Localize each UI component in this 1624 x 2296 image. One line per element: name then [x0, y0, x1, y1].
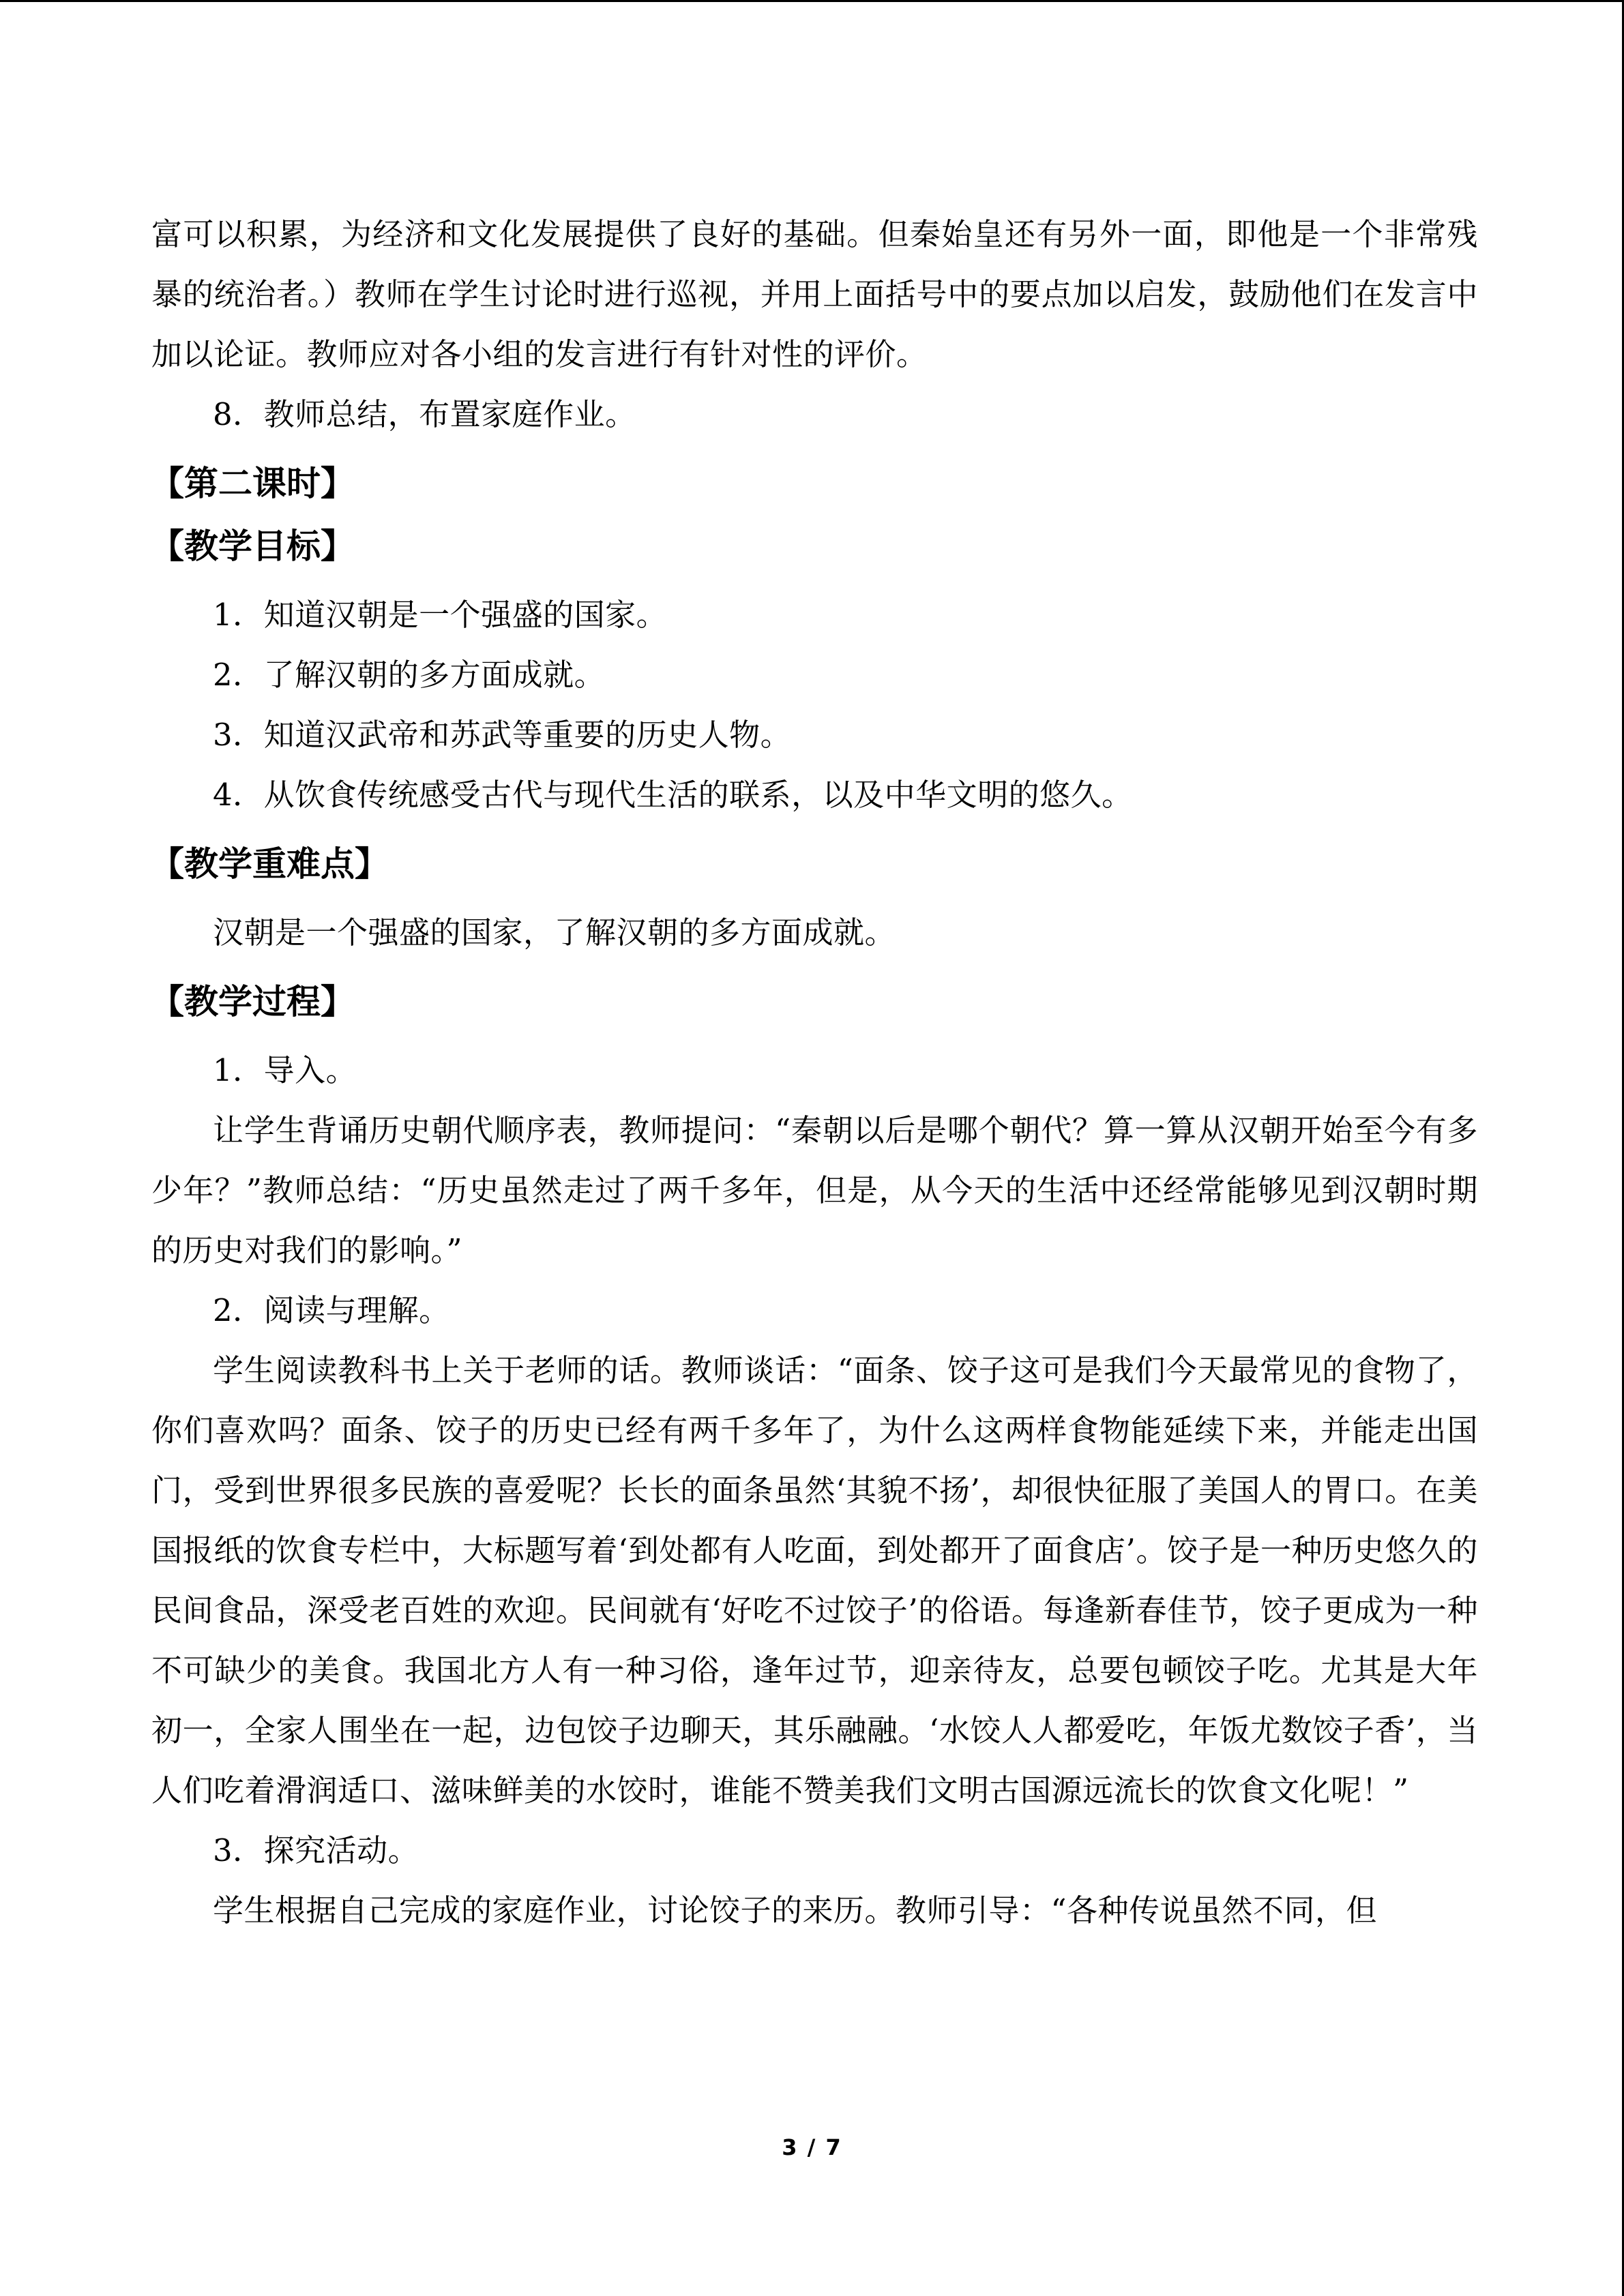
page-number: 3 / 7	[782, 2134, 842, 2160]
objective-item: 4．从饮食传统感受古代与现代生活的联系，以及中华文明的悠久。	[213, 777, 1133, 813]
objective-item: 1．知道汉朝是一个强盛的国家。	[213, 597, 668, 633]
objective-item: 2．了解汉朝的多方面成就。	[213, 657, 606, 693]
process-heading: 【教学过程】	[150, 982, 355, 1022]
continued-paragraph: 富可以积累，为经济和文化发展提供了良好的基础。但秦始皇还有另外一面，即他是一个非常残暴的统治者。）教师在学生讨论时进行巡视，并用上面括号中的要点加以启发，鼓励他们在发言中加以论证。教师应对各小组的发言进行有针对性的评价。	[151, 216, 1478, 372]
process-paragraph: 让学生背诵历史朝代顺序表，教师提问：“秦朝以后是哪个朝代？算一算从汉朝开始至今有多少年？”教师总结：“历史虽然走过了两千多年，但是，从今天的生活中还经常能够见到汉朝时期的历史对我们的影响。”	[151, 1112, 1478, 1268]
page-border-top	[0, 0, 1624, 2]
process-step-title: 1．导入。	[213, 1052, 357, 1088]
page-content	[151, 205, 1478, 1941]
keypoints-text: 汉朝是一个强盛的国家，了解汉朝的多方面成就。	[213, 914, 896, 951]
process-step-title: 3．探究活动。	[213, 1832, 419, 1868]
process-step-title: 2．阅读与理解。	[213, 1292, 450, 1328]
objectives-heading: 【教学目标】	[150, 526, 355, 566]
lesson-title: 【第二课时】	[150, 464, 355, 503]
process-paragraph: 学生阅读教科书上关于老师的话。教师谈话：“面条、饺子这可是我们今天最常见的食物了，你们喜欢吗？面条、饺子的历史已经有两千多年了，为什么这两样食物能延续下来，并能走出国门，受到世界很多民族的喜爱呢？长长的面条虽然‘其貌不扬’，却很快征服了美国人的胃口。在美国报纸的饮食专栏中，大标题写着‘到处都有人吃面，到处都开了面食店’。饺子是一种历史悠久的民间食品，深受老百姓的欢迎。民间就有‘好吃不过饺子’的俗语。每逢新春佳节，饺子更成为一种不可缺少的美食。我国北方人有一种习俗，逢年过节，迎亲待友，总要包顿饺子吃。尤其是大年初一，全家人围坐在一起，边包饺子边聊天，其乐融融。‘水饺人人都爱吃，年饭尤数饺子香’，当人们吃着滑润适口、滋味鲜美的水饺时，谁能不赞美我们文明古国源远流长的饮食文化呢！”	[151, 1352, 1478, 1808]
step-8: 8．教师总结，布置家庭作业。	[213, 396, 636, 432]
objective-item: 3．知道汉武帝和苏武等重要的历史人物。	[213, 717, 792, 753]
process-paragraph: 学生根据自己完成的家庭作业，讨论饺子的来历。教师引导：“各种传说虽然不同，但	[213, 1892, 1378, 1928]
keypoints-heading: 【教学重难点】	[150, 844, 389, 884]
